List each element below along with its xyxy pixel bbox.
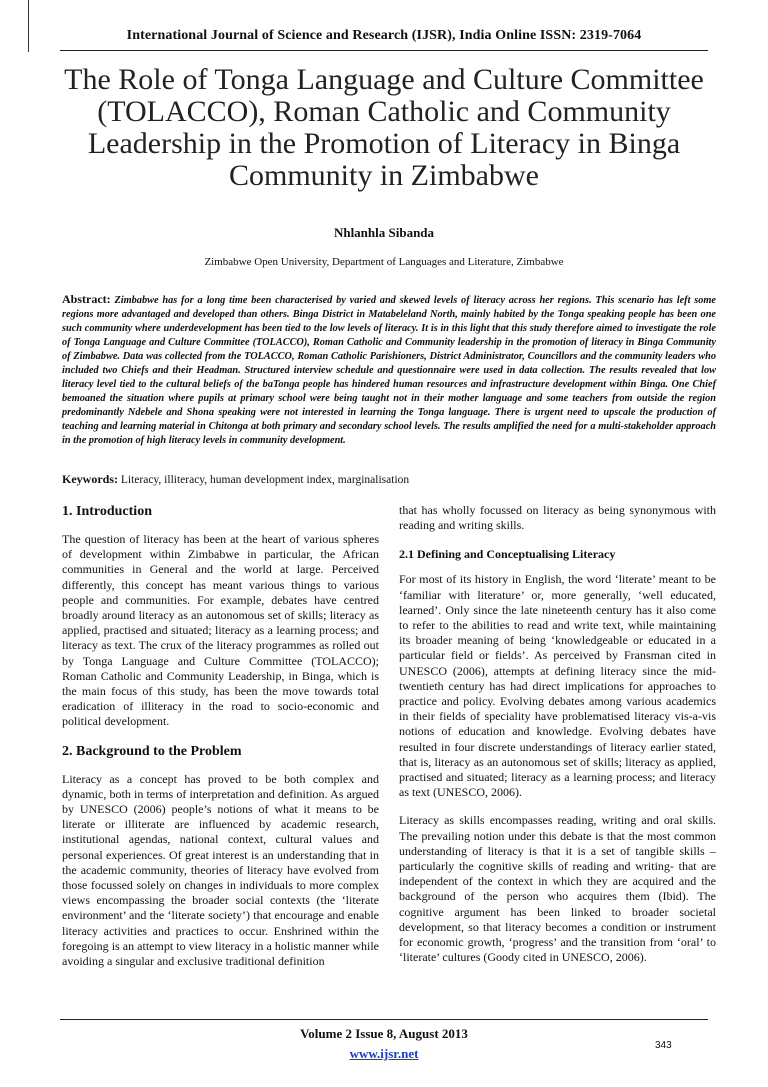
left-column <box>62 503 379 1023</box>
page-number: 343 <box>655 1040 672 1051</box>
keywords <box>62 472 716 487</box>
keywords-label: Keywords: <box>62 472 118 486</box>
abstract-label: Abstract: <box>62 292 111 306</box>
author-affiliation: Zimbabwe Open University, Department of Languages and Literature, Zimbabwe <box>204 256 564 268</box>
abstract <box>62 292 716 448</box>
header-divider <box>60 50 708 51</box>
section-heading-background: 2. Background to the Problem <box>62 743 242 759</box>
journal-link[interactable]: www.ijsr.net <box>349 1046 419 1061</box>
crop-mark <box>28 0 29 52</box>
footer-volume: Volume 2 Issue 8, August 2013 <box>300 1026 468 1041</box>
keywords-text: Literacy, illiteracy, human development index, marginalisation <box>120 474 410 486</box>
author-name: Nhlanhla Sibanda <box>333 225 435 240</box>
section-heading-introduction: 1. Introduction <box>62 504 152 519</box>
background-paragraph: Literacy as a concept has proved to be both complex and dynamic, both in terms of interpretation and definition. As argued by UNESCO (2006) people’s notions of what it means to be literate or illiterate are influenced by academic research, institutional agendas, national context, cultural values and personal experiences. Of great interest is an understanding that in the academic community, theories of literacy have evolved from those focussed solely on changes in individuals to more complex views encompassing the broader social contexts (the ‘literate environment’ and the ‘literate society’) that encourage and enable literacy activities and practices to occur. Enshrined within the foregoing is an attempt to view literacy in a holistic manner while avoiding a singular and exclusive traditional definition <box>62 771 379 969</box>
continued-paragraph: that has wholly focussed on literacy as being synonymous with reading and writing skills. <box>399 503 716 533</box>
journal-header: International Journal of Science and Research (IJSR), India Online ISSN: 2319-7064 <box>126 28 642 43</box>
abstract-text: Zimbabwe has for a long time been characterised by varied and skewed levels of literacy across her regions. This scenario has left some regions more advantaged and developed than others. Binga District in Matabeleland North, mainly habited by the Tonga speaking people has been one such community where underdevelopment has been tied to the low levels of literacy. It is in this light that this study therefore aimed to investigate the role of Tonga Language and Culture Committee (TOLACCO), Roman Catholic and Community leadership in the promotion of literacy in Binga Community of Zimbabwe. Data was collected from the TOLACCO, Roman Catholic Parishioners, District Administrator, Councillors and the community leaders who included two Chiefs and their Headman. Structured interview schedule and questionnaire were used in data collection. The results revealed that low literacy level tied to the cultural beliefs of the baTonga people has hindered human resources and infrastructure development within Binga. One Chief bemoaned the situation where pupils at primary school were being taught not in their mother language and some teachers from outside the region predominantly Ndebele and Shona speaking were not interested in learning the Tonga language. There is urgent need to upscale the production of teaching and learning material in Chitonga at both primary and secondary school levels. The results amplified the need for a multi-stakeholder approach in the promotion of high literacy levels in community development. <box>62 295 716 446</box>
subsection-heading-defining-literacy: 2.1 Defining and Conceptualising Literacy <box>399 547 616 562</box>
paper-title: The Role of Tonga Language and Culture Committee (TOLACCO), Roman Catholic and Community Leadership in the Promotion of Literacy in Binga Community in Zimbabwe <box>64 63 704 192</box>
literacy-skills-paragraph: Literacy as skills encompasses reading, writing and oral skills. The prevailing notion under this debate is that the most common understanding of literacy is that it is a set of tangible skills – particularly the cognitive skills of reading and writing- that are independent of the context in which they are acquired and the background of the person who acquires them (Ibid). The cognitive argument has been linked to broader societal development, so that literacy becomes a condition or instrument for economic growth, ‘progress’ and the transition from ‘oral’ to ‘literate’ cultures (Goody cited in UNESCO, 2006). <box>399 813 716 965</box>
defining-literacy-paragraph: For most of its history in English, the word ‘literate’ meant to be ‘familiar with literature’ or, more generally, ‘well educated, learned’. Only since the late nineteenth century has it also come to refer to the abilities to read and write text, while maintaining its broader meaning of being ‘knowledgeable or educated in a particular field or fields’. As perceived by Fransman cited in UNESCO (2006), attempts at defining literacy since the mid-twentieth century has had direct implications for approaches to practice and policy. Evolving debates among various academics in their fields of speciality have problematised literacy vis-a-vis notions of education and knowledge. Evolving debates have resulted in four discrete understandings of literacy earlier stated, that is, literacy as an autonomous set of skills; literacy as applied, practised and situated; literacy as a learning process; and literacy as text (UNESCO, 2006). <box>399 572 716 800</box>
footer-divider <box>60 1019 708 1020</box>
right-column <box>399 503 716 1023</box>
introduction-paragraph: The question of literacy has been at the heart of various spheres of development within Zimbabwe in particular, the African communities in General and the world at large. Perceived differently, this concept has meant various things to various people and communities. For example, debates have centred broadly around literacy as an autonomous set of skills; literacy as applied, practised and situated; literacy as a learning process; and literacy as text. The crux of the literacy programmes as rolled out by Tonga Language and Culture Committee (TOLACCO); Roman Catholic and Community Leadership, in Binga, which is the main focus of this study, has been the move towards total eradication of illiteracy in the road to socio-economic and political development. <box>62 532 379 729</box>
